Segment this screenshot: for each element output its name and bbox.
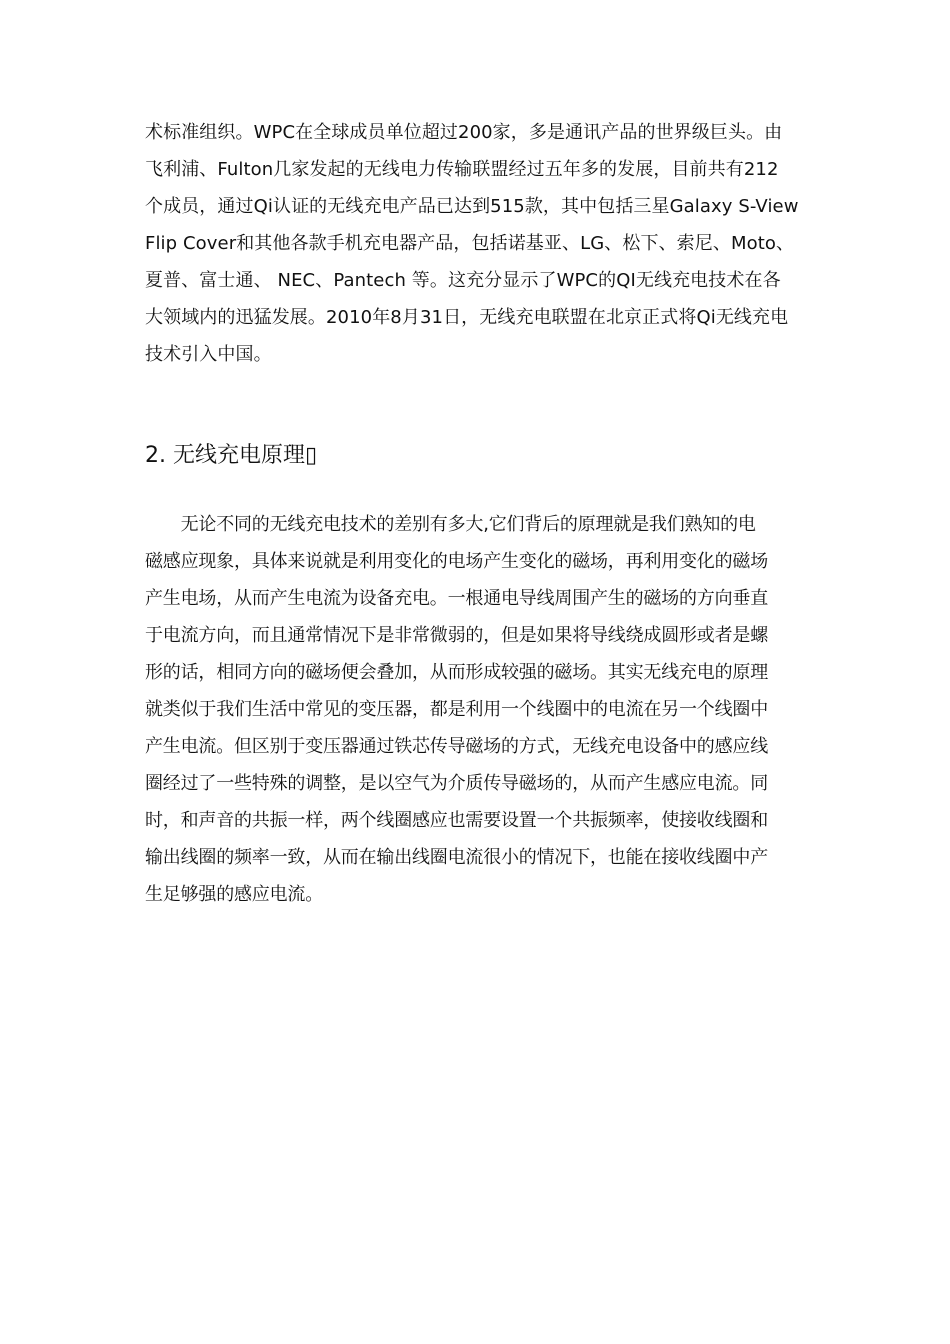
paragraph-line: 就类似于我们生活中常见的变压器，都是利用一个线圈中的电流在另一个线圈中 (145, 699, 768, 720)
paragraph-line: 产生电场，从而产生电流为设备充电。一根通电导线周围产生的磁场的方向垂直 (145, 588, 768, 609)
paragraph-line: 时，和声音的共振一样，两个线圈感应也需要设置一个共振频率，使接收线圈和 (145, 810, 768, 831)
paragraph-line: Flip Cover和其他各款手机充电器产品，包括诺基亚、LG、松下、索尼、Moto、 (145, 233, 795, 254)
paragraph-line: 形的话，相同方向的磁场便会叠加，从而形成较强的磁场。其实无线充电的原理 (145, 662, 768, 683)
paragraph-line: 于电流方向，而且通常情况下是非常微弱的，但是如果将导线绕成圆形或者是螺 (145, 625, 768, 646)
paragraph-line: 技术引入中国。 (145, 344, 272, 365)
paragraph-line: 生足够强的感应电流。 (145, 884, 323, 905)
paragraph-line: 磁感应现象，具体来说就是利用变化的电场产生变化的磁场，再利用变化的磁场 (145, 551, 768, 572)
paragraph-line: 圈经过了一些特殊的调整，是以空气为介质传导磁场的，从而产生感应电流。同 (145, 773, 768, 794)
section-heading: 2. 无线充电原理▯ (145, 443, 318, 468)
paragraph-wpc-members (145, 114, 815, 373)
paragraph-line: 个成员，通过Qi认证的无线充电产品已达到515款，其中包括三星Galaxy S-View (145, 196, 799, 217)
paragraph-line: 无论不同的无线充电技术的差别有多大,它们背后的原理就是我们熟知的电 (145, 514, 756, 535)
paragraph-line: 夏普、富士通、 NEC、Pantech 等。这充分显示了WPC的QI无线充电技术在各 (145, 270, 781, 291)
paragraph-charging-principle (145, 506, 815, 913)
paragraph-line: 大领域内的迅猛发展。2010年8月31日，无线充电联盟在北京正式将Qi无线充电 (145, 307, 789, 328)
paragraph-line: 术标准组织。WPC在全球成员单位超过200家，多是通讯产品的世界级巨头。由 (145, 122, 783, 143)
paragraph-line: 飞利浦、Fulton几家发起的无线电力传输联盟经过五年多的发展，目前共有212 (145, 159, 779, 180)
paragraph-line: 输出线圈的频率一致，从而在输出线圈电流很小的情况下，也能在接收线圈中产 (145, 847, 768, 868)
paragraph-line: 产生电流。但区别于变压器通过铁芯传导磁场的方式，无线充电设备中的感应线 (145, 736, 768, 757)
